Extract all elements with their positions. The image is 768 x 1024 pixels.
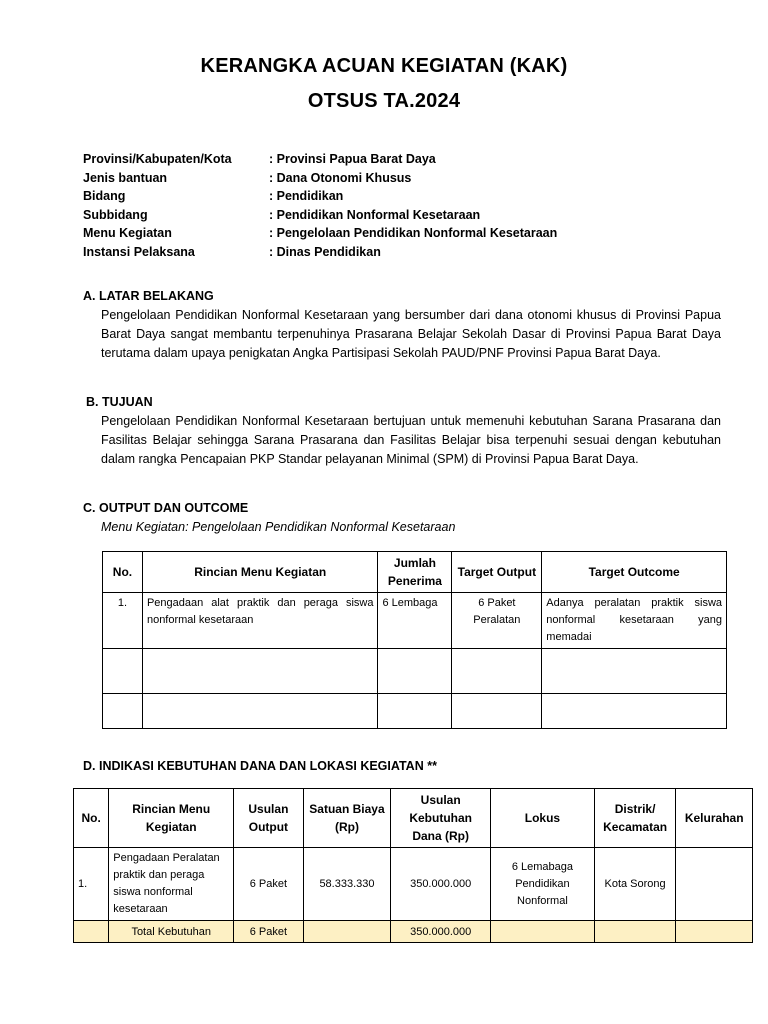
info-value: : Dinas Pendidikan <box>269 244 381 259</box>
col-header-distrik: Distrik/ Kecamatan <box>594 789 676 848</box>
section-a-heading: A. LATAR BELAKANG <box>83 289 214 303</box>
total-label: Total Kebutuhan <box>109 921 234 943</box>
table-header-row <box>103 552 727 593</box>
info-block <box>83 150 557 262</box>
col-header-rincian: Rincian Menu Kegiatan <box>109 789 234 848</box>
table-row <box>74 848 753 921</box>
total-dana: 350.000.000 <box>391 921 491 943</box>
info-label: Instansi Pelaksana <box>83 244 195 259</box>
section-b-text: Pengelolaan Pendidikan Nonformal Kesetaraan bertujuan untuk memenuhi kebutuhan Sarana Prasarana dan Fasilitas Belajar sehingga Sarana Prasarana dan Fasilitas Belajar bisa terpenuhi sesuai dengan kebutuhan dalam rangka Pencapaian PKP Standar pelayanan Minimal (SPM) di Provinsi Papua Barat Daya. <box>101 414 721 466</box>
info-row-provinsi <box>83 150 557 169</box>
table-header-row <box>74 789 753 848</box>
cell-output: 6 Paket Peralatan <box>452 593 542 649</box>
info-label: Bidang <box>83 189 126 204</box>
cell-distrik: Kota Sorong <box>594 848 676 921</box>
table-row <box>103 593 727 649</box>
info-row-instansi <box>83 243 557 262</box>
total-row <box>74 921 753 943</box>
col-header-satuan-biaya: Satuan Biaya (Rp) <box>303 789 391 848</box>
col-header-usulan-output: Usulan Output <box>234 789 304 848</box>
col-header-no: No. <box>103 552 143 593</box>
cell-outcome: Adanya peralatan praktik siswa nonformal kesetaraan yang memadai <box>542 593 727 649</box>
info-value: : Dana Otonomi Khusus <box>269 170 412 185</box>
section-d-heading: D. INDIKASI KEBUTUHAN DANA DAN LOKASI KEGIATAN ** <box>83 759 437 773</box>
cell-kelurahan <box>676 848 753 921</box>
col-header-kelurahan: Kelurahan <box>676 789 753 848</box>
table-row-empty <box>103 694 727 729</box>
section-c-heading: C. OUTPUT DAN OUTCOME <box>83 501 249 515</box>
cell-no: 1. <box>74 848 109 921</box>
cell-rincian: Pengadaan alat praktik dan peraga siswa nonformal kesetaraan <box>142 593 378 649</box>
info-value: : Pendidikan <box>269 189 344 204</box>
cell-usulan-output: 6 Paket <box>234 848 304 921</box>
document-title-line2: OTSUS TA.2024 <box>307 90 461 112</box>
col-header-lokus: Lokus <box>491 789 595 848</box>
info-label: Subbidang <box>83 207 148 222</box>
total-output: 6 Paket <box>234 921 304 943</box>
output-outcome-table <box>102 551 727 729</box>
info-value: : Pengelolaan Pendidikan Nonformal Kesetaraan <box>269 226 558 241</box>
col-header-no: No. <box>74 789 109 848</box>
info-row-subbidang <box>83 206 557 225</box>
cell-rincian: Pengadaan Peralatan praktik dan peraga siswa nonformal kesetaraan <box>109 848 234 921</box>
col-header-outcome: Target Outcome <box>542 552 727 593</box>
info-value: : Pendidikan Nonformal Kesetaraan <box>269 207 481 222</box>
section-a-text: Pengelolaan Pendidikan Nonformal Kesetaraan yang bersumber dari dana otonomi khusus di Provinsi Papua Barat Daya sangat membantu terpenuhinya Prasarana Belajar Sekolah Dasar di Provinsi Papua Barat Daya terutama dalam upaya penigkatan Angka Partisipasi Sekolah PAUD/PNF Provinsi Papua Barat Daya. <box>101 308 721 360</box>
col-header-jumlah: Jumlah Penerima <box>378 552 452 593</box>
funding-location-table <box>73 788 753 943</box>
info-row-menu-kegiatan <box>83 224 557 243</box>
cell-usulan-dana: 350.000.000 <box>391 848 491 921</box>
info-value: : Provinsi Papua Barat Daya <box>269 152 436 166</box>
cell-lokus: 6 Lemabaga Pendidikan Nonformal <box>491 848 595 921</box>
info-label: Menu Kegiatan <box>83 226 172 241</box>
info-label: Provinsi/Kabupaten/Kota <box>83 152 232 166</box>
info-row-jenis-bantuan <box>83 169 557 188</box>
col-header-usulan-dana: Usulan Kebutuhan Dana (Rp) <box>391 789 491 848</box>
col-header-rincian: Rincian Menu Kegiatan <box>142 552 378 593</box>
section-c-subtitle: Menu Kegiatan: Pengelolaan Pendidikan Nonformal Kesetaraan <box>101 520 456 534</box>
cell-jumlah: 6 Lembaga <box>378 593 452 649</box>
info-label: Jenis bantuan <box>83 170 168 185</box>
document-title-line1: KERANGKA ACUAN KEGIATAN (KAK) <box>200 55 568 77</box>
info-row-bidang <box>83 187 557 206</box>
table-row-empty <box>103 649 727 694</box>
cell-satuan-biaya: 58.333.330 <box>303 848 391 921</box>
section-b-heading: B. TUJUAN <box>86 395 153 409</box>
col-header-output: Target Output <box>452 552 542 593</box>
cell-no: 1. <box>103 593 143 649</box>
